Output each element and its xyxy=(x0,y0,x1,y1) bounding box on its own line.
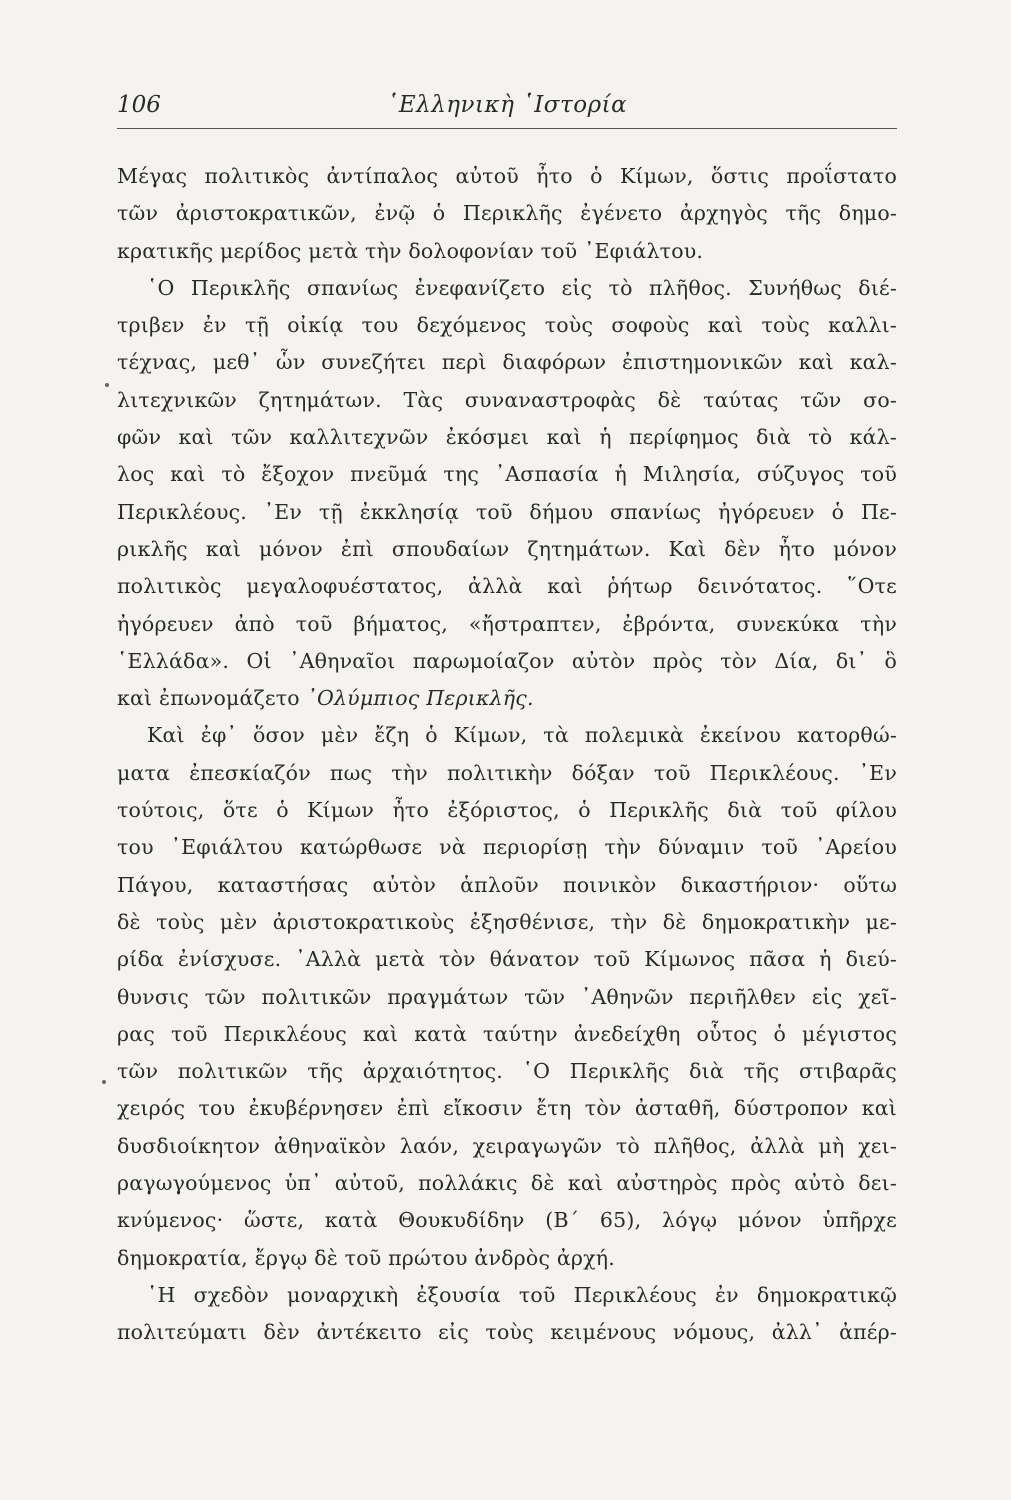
text-line: ρας τοῦ Περικλέους καὶ κατὰ ταύτην ἀνεδείχθη οὗτος ὁ μέγιστος xyxy=(117,1021,897,1046)
text-line: ρίδα ἐνίσχυσε. ᾿Αλλὰ μετὰ τὸν θάνατον τοῦ Κίμωνος πᾶσα ἡ διεύ- xyxy=(117,947,897,972)
text-line: Καὶ ἐφ᾿ ὅσον μὲν ἔζη ὁ Κίμων, τὰ πολεμικὰ ἐκείνου κατορθώ- xyxy=(147,723,897,748)
text-line: λος καὶ τὸ ἔξοχον πνεῦμά της ᾿Ασπασία ἡ Μιλησία, σύζυγος τοῦ xyxy=(117,462,897,487)
text-line: κνύμενος· ὥστε, κατὰ Θουκυδίδην (Β΄ 65), λόγῳ μόνον ὑπῆρχε xyxy=(117,1208,897,1233)
text-line: χειρός του ἐκυβέρνησεν ἐπὶ εἴκοσιν ἔτη τὸν ἀσταθῆ, δύστροπον καὶ xyxy=(117,1096,897,1121)
text-line: πολιτεύματι δὲν ἀντέκειτο εἰς τοὺς κειμένους νόμους, ἀλλ᾿ ἀπέρ- xyxy=(117,1320,897,1345)
paragraph xyxy=(117,158,897,270)
text-line: Περικλέους. ᾿Εν τῇ ἐκκλησίᾳ τοῦ δήμου σπανίως ἠγόρευεν ὁ Πε- xyxy=(117,499,897,524)
text-line: Μέγας πολιτικὸς ἀντίπαλος αὐτοῦ ἦτο ὁ Κίμων, ὅστις προΐστατο xyxy=(117,164,897,188)
text-line: ῾Ο Περικλῆς σπανίως ἐνεφανίζετο εἰς τὸ πλῆθος. Συνήθως διέ- xyxy=(147,275,897,300)
text-line: τῶν πολιτικῶν τῆς ἀρχαιότητος. ῾Ο Περικλῆς διὰ τῆς στιβαρᾶς xyxy=(117,1059,897,1084)
text-line: δημοκρατία, ἔργῳ δὲ τοῦ πρώτου ἀνδρὸς ἀρχή. xyxy=(117,1245,615,1270)
text-line: Πάγου, καταστήσας αὐτὸν ἁπλοῦν ποινικὸν δικαστήριον· οὕτω xyxy=(117,872,897,897)
text-line: κρατικῆς μερίδος μετὰ τὴν δολοφονίαν τοῦ ᾿Εφιάλτου. xyxy=(117,238,704,263)
margin-dot xyxy=(105,383,109,387)
running-title: ῾Ελληνικὴ ῾Ιστορία xyxy=(386,92,628,118)
text-line: ματα ἐπεσκίαζόν πως τὴν πολιτικὴν δόξαν τοῦ Περικλέους. ᾿Εν xyxy=(117,760,897,785)
text-line: του ᾿Εφιάλτου κατώρθωσε νὰ περιορίσῃ τὴν δύναμιν τοῦ ᾿Αρείου xyxy=(117,835,897,860)
page-number: 106 xyxy=(117,92,161,118)
text-line: δυσδιοίκητον ἀθηναϊκὸν λαόν, χειραγωγῶν τὸ πλῆθος, ἀλλὰ μὴ χει- xyxy=(117,1133,897,1158)
text-line xyxy=(117,680,897,717)
text-line: τριβεν ἐν τῇ οἰκίᾳ του δεχόμενος τοὺς σοφοὺς καὶ τοὺς καλλι- xyxy=(117,313,897,338)
paragraph xyxy=(117,270,897,718)
text-line: λιτεχνικῶν ζητημάτων. Τὰς συναναστροφὰς δὲ ταύτας τῶν σο- xyxy=(117,387,897,412)
body-text xyxy=(117,158,897,1352)
text-line: θυνσις τῶν πολιτικῶν πραγμάτων τῶν ᾿Αθηνῶν περιῆλθεν εἰς χεῖ- xyxy=(117,984,897,1009)
epithet: ᾿Ολύμπιος Περικλῆς. xyxy=(306,686,534,711)
text-line-start: καὶ ἐπωνομάζετο xyxy=(117,686,300,711)
paragraph xyxy=(117,1277,897,1352)
text-line: τῶν ἀριστοκρατικῶν, ἐνῷ ὁ Περικλῆς ἐγένετο ἀρχηγὸς τῆς δημο- xyxy=(117,201,897,226)
page-header xyxy=(117,92,897,128)
text-line: ἠγόρευεν ἀπὸ τοῦ βήματος, «ἤστραπτεν, ἐβρόντα, συνεκύκα τὴν xyxy=(117,611,897,636)
text-line: δὲ τοὺς μὲν ἀριστοκρατικοὺς ἐξησθένισε, τὴν δὲ δημοκρατικὴν με- xyxy=(117,909,897,934)
margin-dot xyxy=(102,1080,106,1084)
header-rule xyxy=(117,128,897,129)
text-line: ῾Η σχεδὸν μοναρχικὴ ἐξουσία τοῦ Περικλέους ἐν δημοκρατικῷ xyxy=(147,1282,897,1307)
text-line: ραγωγούμενος ὑπ᾿ αὐτοῦ, πολλάκις δὲ καὶ αὐστηρὸς πρὸς αὐτὸ δει- xyxy=(117,1171,897,1196)
text-line: ρικλῆς καὶ μόνον ἐπὶ σπουδαίων ζητημάτων. Καὶ δὲν ἦτο μόνον xyxy=(117,536,897,561)
text-line: πολιτικὸς μεγαλοφυέστατος, ἀλλὰ καὶ ῥήτωρ δεινότατος. ῞Οτε xyxy=(117,574,897,599)
text-line: φῶν καὶ τῶν καλλιτεχνῶν ἐκόσμει καὶ ἡ περίφημος διὰ τὸ κάλ- xyxy=(117,425,897,450)
text-line: τούτοις, ὅτε ὁ Κίμων ἦτο ἐξόριστος, ὁ Περικλῆς διὰ τοῦ φίλου xyxy=(117,798,897,823)
text-line: ῾Ελλάδα». Οἱ ᾿Αθηναῖοι παρωμοίαζον αὐτὸν πρὸς τὸν Δία, δι᾿ ὃ xyxy=(117,648,897,673)
text-line: τέχνας, μεθ᾿ ὧν συνεζήτει περὶ διαφόρων ἐπιστημονικῶν καὶ καλ- xyxy=(117,350,897,375)
paragraph xyxy=(117,717,897,1276)
